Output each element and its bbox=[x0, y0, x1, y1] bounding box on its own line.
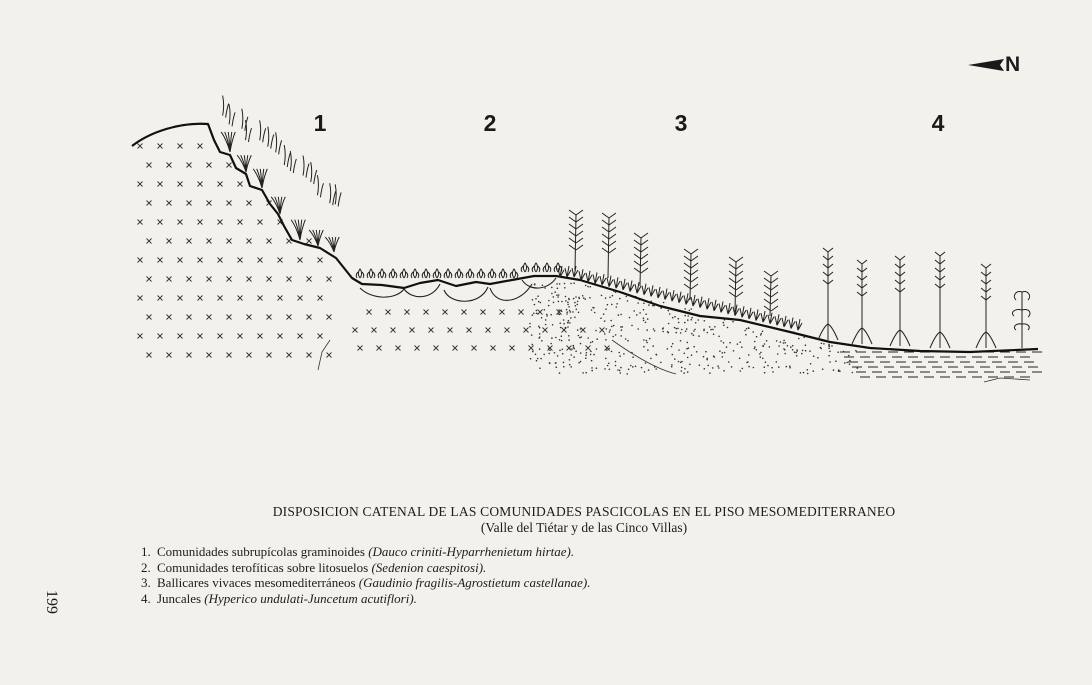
zone-number-2: 2 bbox=[483, 110, 497, 136]
legend-item-scientific-name: (Gaudinio fragilis-Agrostietum castellanae). bbox=[358, 575, 591, 590]
granite-rock-pattern bbox=[138, 144, 610, 358]
boulder-outlines bbox=[360, 278, 556, 301]
figure-title: DISPOSICION CATENAL DE LAS COMUNIDADES PASCICOLAS EN EL PISO MESOMEDITERRANEO bbox=[272, 504, 896, 519]
ground-line-bottom bbox=[318, 340, 1030, 382]
figure-subtitle: (Valle del Tiétar y de las Cinco Villas) bbox=[480, 520, 688, 535]
legend-item-scientific-name: (Sedenion caespitosi). bbox=[371, 559, 487, 575]
legend-item-text: Ballicares vivaces mesomediterráneos bbox=[157, 575, 359, 590]
legend-item-text: Juncales bbox=[157, 590, 205, 606]
legend-item-text: Comunidades subrupícolas graminoides bbox=[157, 544, 369, 559]
legend-item bbox=[141, 560, 590, 576]
sandy-soil-stipple bbox=[529, 282, 858, 374]
page-number: 199 bbox=[43, 590, 60, 614]
zone-number-1: 1 bbox=[313, 110, 327, 136]
legend-item-number: 4. bbox=[141, 590, 151, 606]
legend-item bbox=[141, 591, 590, 607]
north-label: N bbox=[1005, 53, 1021, 76]
vegetation-sketches bbox=[221, 96, 1030, 348]
zone-number-3: 3 bbox=[674, 110, 688, 136]
wet-soil-hatching bbox=[840, 352, 1042, 377]
legend-item bbox=[141, 544, 590, 560]
north-indicator bbox=[968, 53, 1020, 77]
zone-number-4: 4 bbox=[931, 110, 945, 136]
legend-item-text: Comunidades terofíticas sobre litosuelos bbox=[157, 559, 372, 575]
legend-list bbox=[141, 544, 590, 606]
legend-item-number: 2. bbox=[141, 559, 151, 575]
legend-item-number: 3. bbox=[141, 575, 151, 590]
legend-item-number: 1. bbox=[141, 544, 151, 559]
legend-item-scientific-name: (Dauco criniti-Hyparrhenietum hirtae). bbox=[368, 544, 575, 559]
arrow-left-icon bbox=[968, 58, 1004, 72]
legend-item-scientific-name: (Hyperico undulati-Juncetum acutiflori). bbox=[204, 590, 417, 606]
legend-item bbox=[141, 575, 590, 591]
